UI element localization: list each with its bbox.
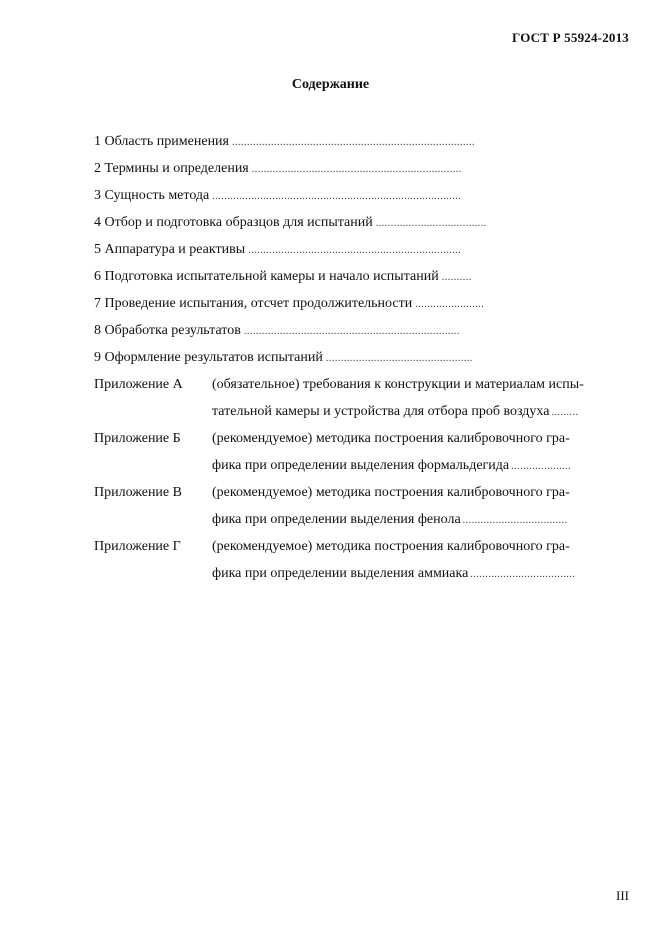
appendix-line [212,371,634,398]
appendix-body [212,479,634,533]
toc-appendix-item[interactable] [94,371,634,425]
appendix-line [212,425,634,452]
toc-item[interactable] [94,263,634,290]
toc-appendix-item[interactable] [94,533,634,587]
toc-item-label: 4 Отбор и подготовка образцов для испытаний [94,215,373,230]
toc-leader-dots: .......... [441,272,472,283]
toc-leader-dots: .................... [511,461,572,472]
toc-leader-dots: ......... [551,407,579,418]
toc-leader-dots: ...................................................................... [251,164,462,175]
page-title: Содержание [291,77,370,92]
appendix-title-line2: тательной камеры и устройства для отбора проб воздуха [212,404,550,419]
toc-item[interactable] [94,344,634,371]
appendix-line [212,452,634,479]
toc-item[interactable] [94,236,634,263]
appendix-body [212,371,634,425]
toc-item-label: 2 Термины и определения [94,161,249,176]
toc-leader-dots: ................................................. [325,353,473,364]
appendix-line [212,479,634,506]
page-number: III [616,888,629,903]
appendix-title-line1: (рекомендуемое) методика построения калибровочного гра- [212,539,570,554]
toc-item[interactable] [94,290,634,317]
appendix-body [212,425,634,479]
table-of-contents [94,128,634,587]
appendix-title-line2: фика при определении выделения формальдегида [212,458,510,473]
toc-item-label: 5 Аппаратура и реактивы [94,242,246,257]
toc-item-label: 8 Обработка результатов [94,323,241,338]
toc-leader-dots: ....................... [415,299,485,310]
toc-leader-dots: ........................................................................ [243,326,460,337]
toc-item-label: 6 Подготовка испытательной камеры и начало испытаний [94,269,439,284]
toc-leader-dots: ................................................................................... [212,191,462,202]
toc-leader-dots: ................................... [470,569,576,580]
toc-item[interactable] [94,317,634,344]
toc-item-label: 7 Проведение испытания, отсчет продолжительности [94,296,413,311]
toc-item[interactable] [94,155,634,182]
toc-leader-dots: ................................................................................. [232,137,475,148]
appendix-label: Приложение Б [94,431,181,446]
appendix-label: Приложение В [94,485,182,500]
toc-leader-dots: ....................................................................... [248,245,462,256]
toc-leader-dots: ..................................... [375,218,487,229]
appendix-line [212,398,634,425]
appendix-line [212,560,634,587]
appendix-title-line2: фика при определении выделения фенола [212,512,461,527]
toc-item[interactable] [94,128,634,155]
appendix-line [212,533,634,560]
toc-item-label: 3 Сущность метода [94,188,210,203]
toc-leader-dots: ................................... [462,515,568,526]
appendix-label: Приложение А [94,377,183,392]
document-code: ГОСТ Р 55924-2013 [512,30,629,45]
appendix-title-line1: (рекомендуемое) методика построения калибровочного гра- [212,485,570,500]
appendix-body [212,533,634,587]
appendix-title-line1: (обязательное) требования к конструкции и материалам испы- [212,377,584,392]
toc-item[interactable] [94,209,634,236]
toc-item[interactable] [94,182,634,209]
toc-appendix-item[interactable] [94,479,634,533]
appendix-label: Приложение Г [94,539,181,554]
toc-item-label: 1 Область применения [94,134,229,149]
appendix-line [212,506,634,533]
toc-item-label: 9 Оформление результатов испытаний [94,350,323,365]
appendix-title-line1: (рекомендуемое) методика построения калибровочного гра- [212,431,570,446]
appendix-title-line2: фика при определении выделения аммиака [212,566,469,581]
toc-appendix-item[interactable] [94,425,634,479]
